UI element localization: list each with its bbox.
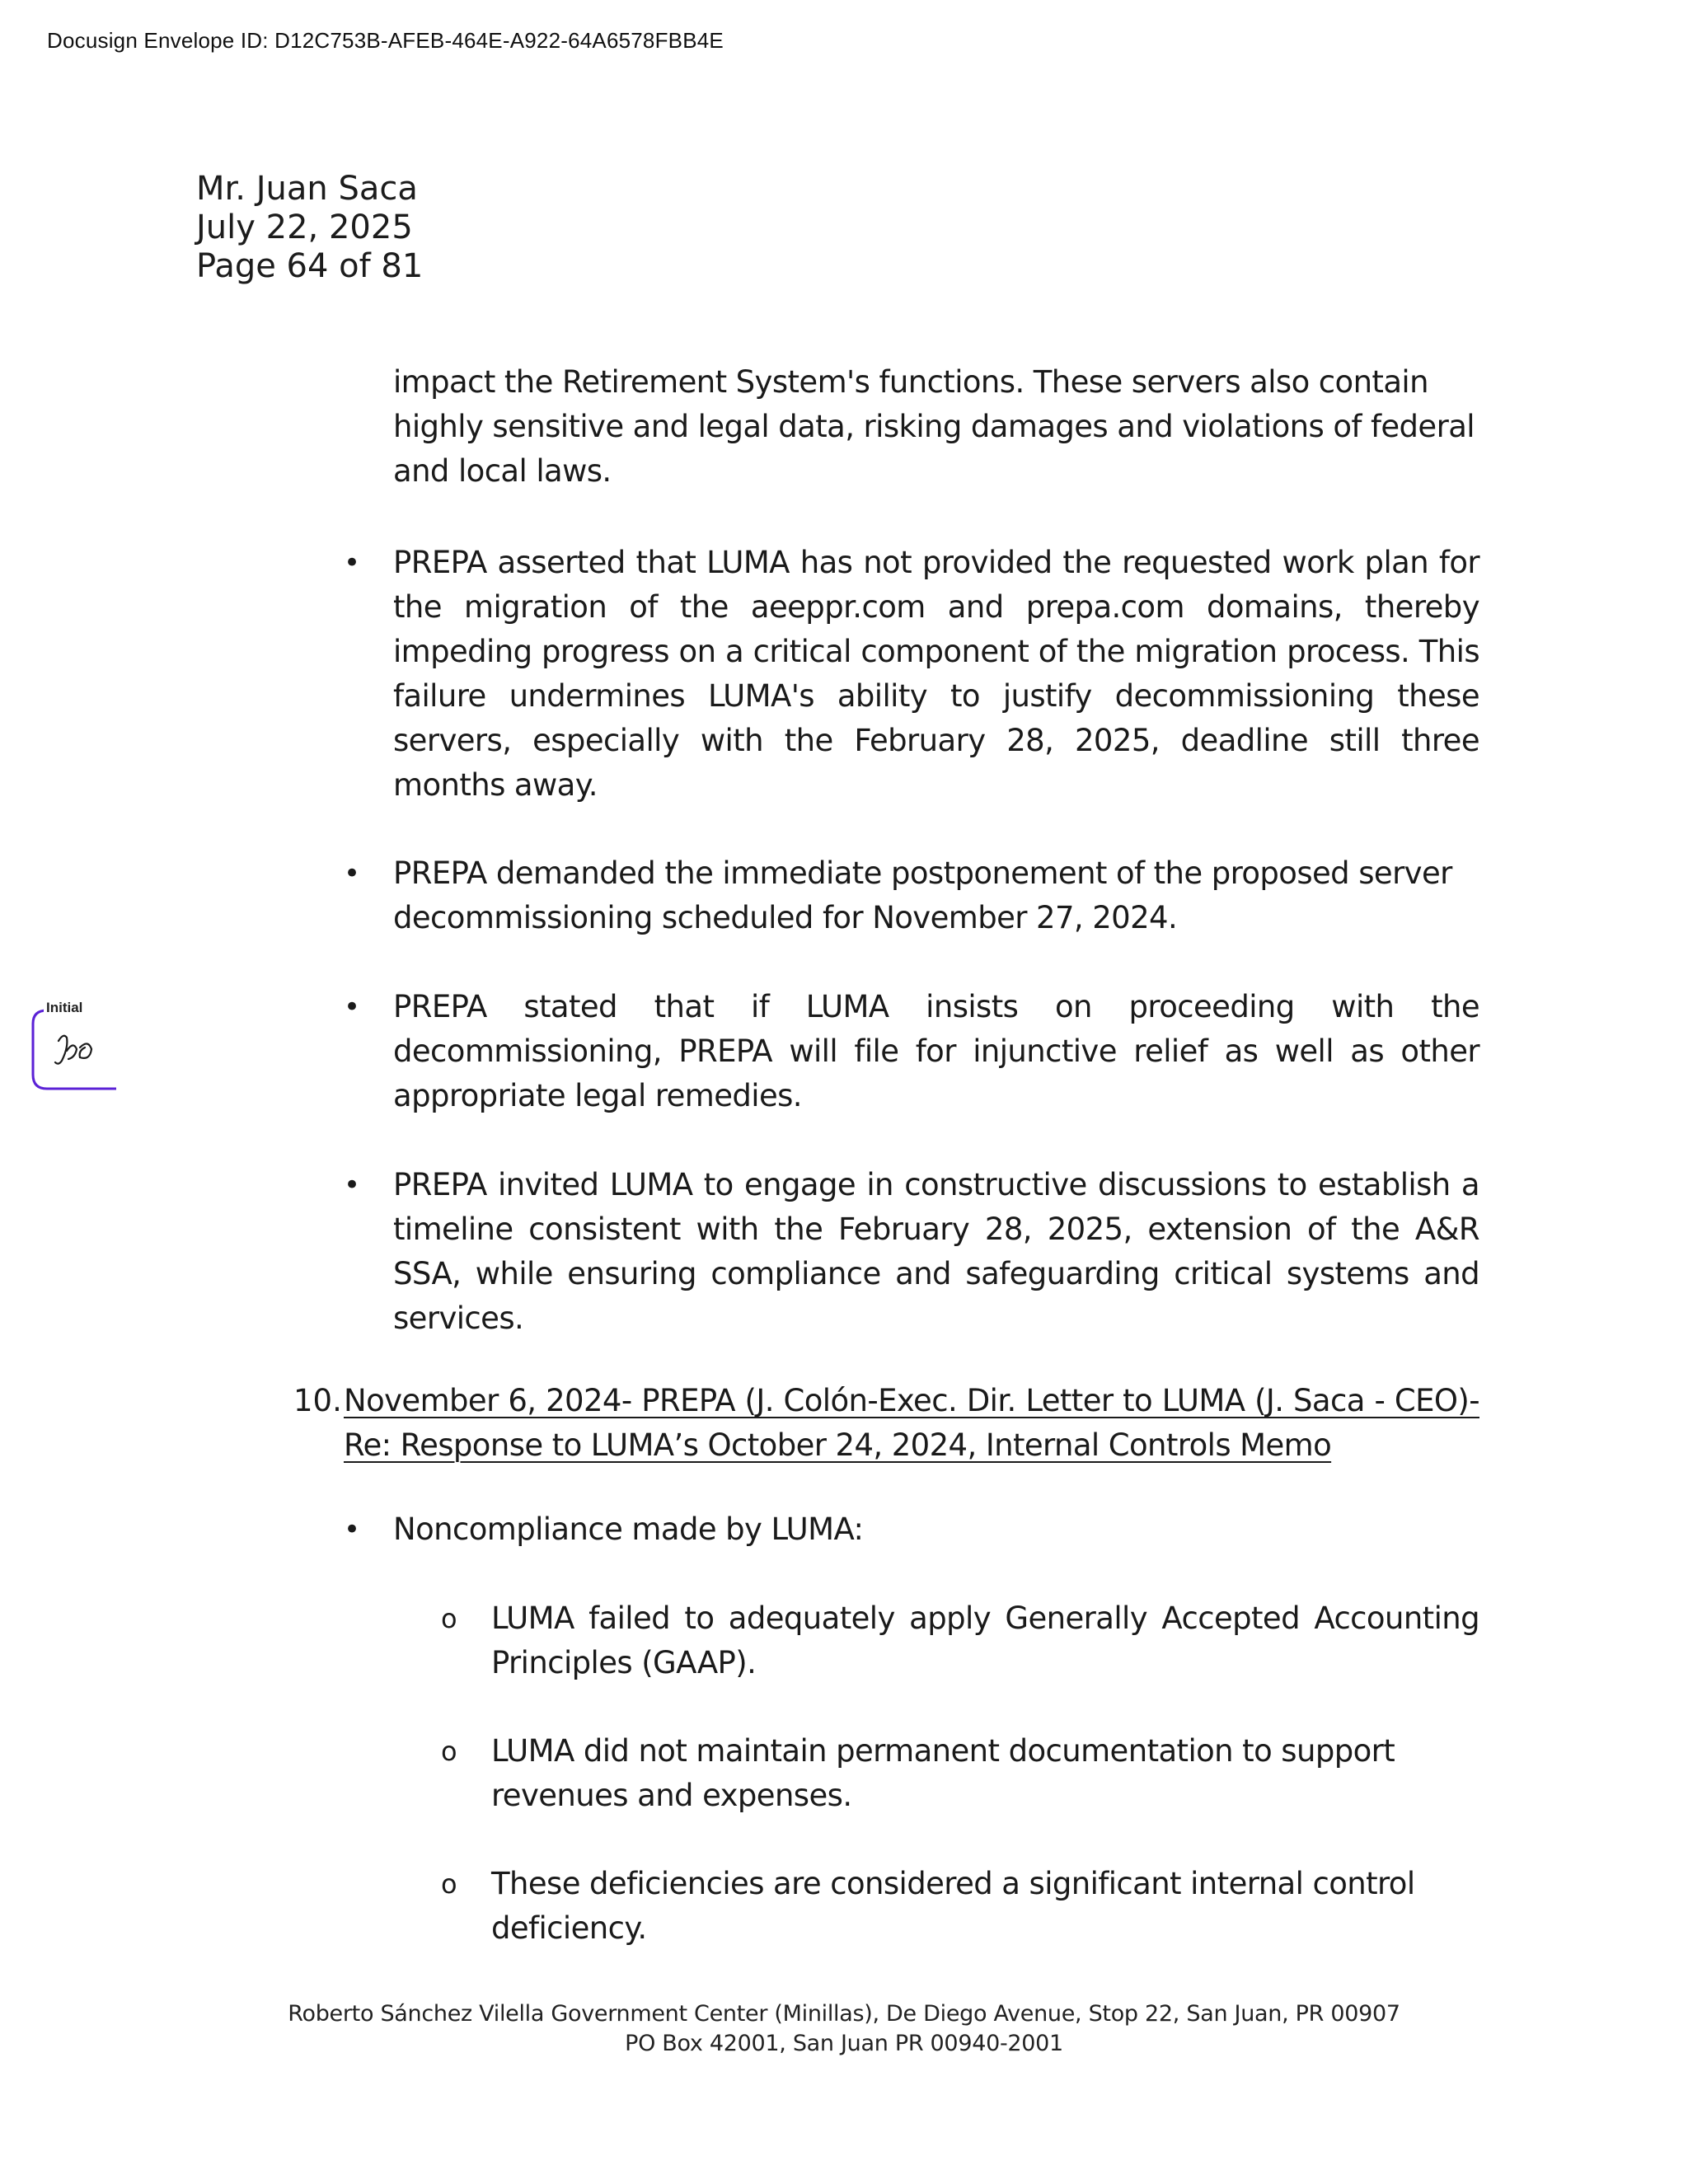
sub-bullet-gaap: LUMA failed to adequately apply Generally Accepted Accounting Principles (GAAP). [491, 1601, 1479, 1680]
bullet-marker: • [344, 1169, 361, 1202]
bullet-marker: • [344, 857, 361, 890]
bullet-text-injunctive-relief: PREPA stated that if LUMA insists on proceeding with the decommissioning, PREPA will file for injunctive relief as well as other appropriate legal remedies. [393, 989, 1479, 1113]
noncompliance-bullet: Noncompliance made by LUMA: [393, 1511, 864, 1547]
bullet-marker: • [344, 1513, 361, 1546]
bullet-marker: • [344, 991, 361, 1024]
initial-label: Initial [44, 1000, 85, 1016]
sub-bullet-marker: o [441, 1736, 457, 1767]
continuation-paragraph: impact the Retirement System's functions. These servers also contain highly sensitive and legal data, risking damages and violations of federal and local laws. [393, 364, 1475, 489]
item-10-heading: November 6, 2024- PREPA (J. Colón-Exec. Dir. Letter to LUMA (J. Saca - CEO)-Re: Response to LUMA’s October 24, 2024, Internal Controls Memo [344, 1383, 1479, 1463]
letter-date: July 22, 2025 [196, 209, 413, 246]
initial-stamp[interactable] [30, 1008, 116, 1090]
sub-bullet-deficiency: These deficiencies are considered a significant internal control deficiency. [491, 1866, 1415, 1946]
recipient-name: Mr. Juan Saca [196, 170, 418, 208]
signature-initials-icon [55, 1036, 91, 1064]
bullet-marker: • [344, 546, 361, 579]
sub-bullet-documentation: LUMA did not maintain permanent documentation to support revenues and expenses. [491, 1733, 1395, 1813]
footer-address: Roberto Sánchez Vilella Government Center (Minillas), De Diego Avenue, Stop 22, San Juan, PR 00907 [288, 2001, 1400, 2027]
page-number: Page 64 of 81 [196, 247, 424, 285]
bullet-text-postponement: PREPA demanded the immediate postponement of the proposed server decommissioning scheduled for November 27, 2024. [393, 855, 1452, 935]
bullet-text-work-plan: PREPA asserted that LUMA has not provided the requested work plan for the migration of the aeeppr.com and prepa.com domains, thereby impeding progress on a critical component of the migration process. This failure undermines LUMA's ability to justify decommissioning these servers, especially with the February 28, 2025, deadline still three months away. [393, 545, 1479, 803]
sub-bullet-marker: o [441, 1603, 457, 1634]
letter-header [196, 170, 423, 286]
footer-po-box: PO Box 42001, San Juan PR 00940-2001 [625, 2031, 1063, 2056]
bullet-text-constructive-discussions: PREPA invited LUMA to engage in constructive discussions to establish a timeline consistent with the February 28, 2025, extension of the A&R SSA, while ensuring compliance and safeguarding critical systems and services. [393, 1167, 1479, 1336]
sub-bullet-marker: o [441, 1868, 457, 1900]
item-number: 10. [293, 1383, 342, 1418]
docusign-envelope-id: Docusign Envelope ID: D12C753B-AFEB-464E-A922-64A6578FBB4E [47, 28, 724, 53]
